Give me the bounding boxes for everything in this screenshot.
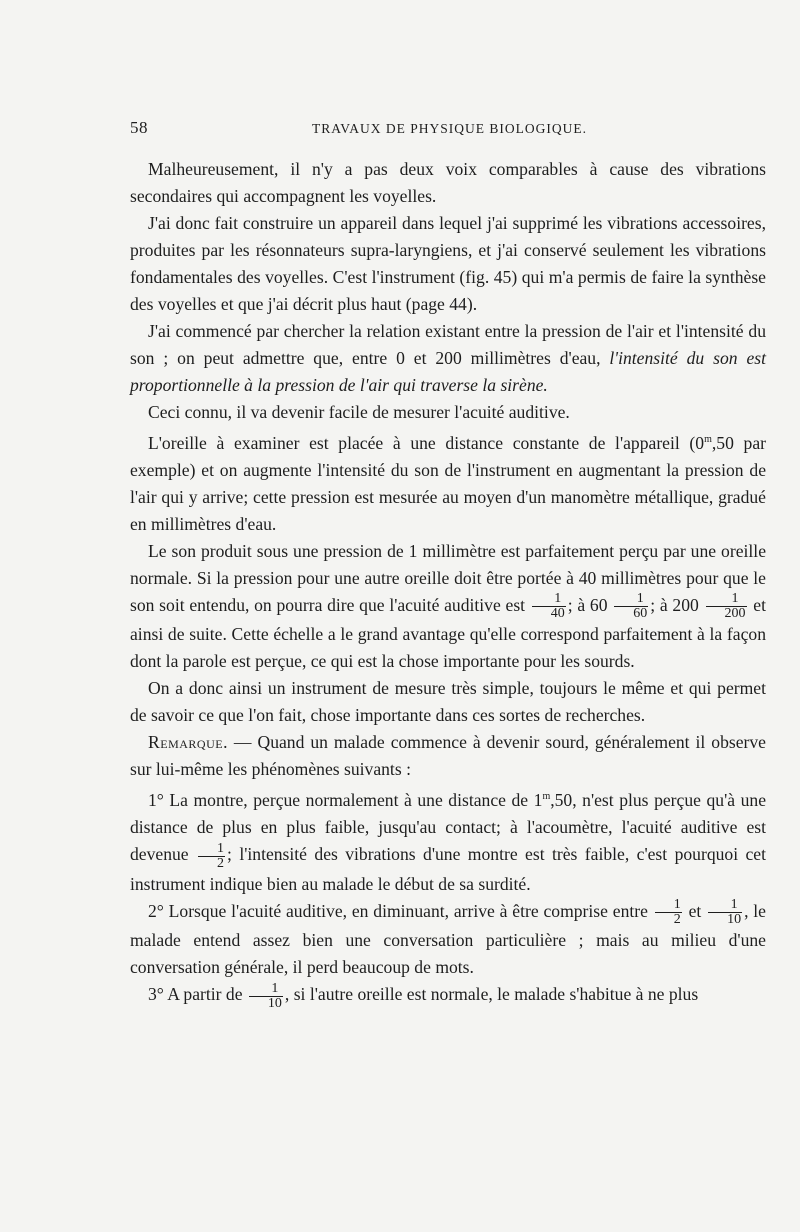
fraction-1-2 [198, 842, 225, 871]
fraction-denominator: 10 [727, 912, 742, 928]
paragraph-4: Ceci connu, il va devenir facile de mesurer l'acuité auditive. [148, 402, 570, 422]
fraction-numerator: 1 [614, 592, 648, 607]
paragraph-3-text: J'ai commencé par chercher la relation existant entre la pression de l'air et l'intensité du son ; on peut admettre que, entre 0 et 200 millimètres d'eau, [130, 321, 766, 368]
fraction-denominator: 10 [267, 995, 282, 1011]
body-text [130, 156, 766, 1011]
fraction-1-200 [706, 592, 747, 621]
paragraph-5 [130, 426, 766, 538]
fraction-1-40 [532, 592, 566, 621]
paragraph-10 [130, 898, 766, 981]
paragraph-5-text-b: ,50 par exemple) et on augmente l'intensité du son de l'instrument en augmentant la pression de l'air qui y arrive; cette pression est mesurée au moyen d'un manomètre métallique, gradué en millimètres d'eau. [130, 432, 766, 534]
fraction-denominator: 2 [673, 912, 681, 928]
paragraph-11 [130, 981, 766, 1010]
paragraph-9-text-b: ,50, n'est plus perçue qu'à une distance de plus en plus faible, jusqu'au contact; à l'acoumètre, l'acuité auditive est devenue [130, 790, 766, 865]
paragraph-5-text-a: L'oreille à examiner est placée à une distance constante de l'appareil (0 [148, 432, 705, 453]
fraction-1-2 [655, 898, 682, 927]
fraction-1-10 [708, 898, 742, 927]
fraction-1-60 [614, 592, 648, 621]
page-header [130, 118, 766, 138]
paragraph-2: J'ai donc fait construire un appareil dans lequel j'ai supprimé les vibrations accessoires, produites par les résonnateurs supra-laryngiens, et j'ai conservé seulement les vibrations fondamentales des voyelles. C'est l'instrument (fig. 45) qui m'a permis de faire la synthèse des voyelles et que j'ai décrit plus haut (page 44). [130, 213, 766, 314]
paragraph-6-text-d: et ainsi de suite. Cette échelle a le grand avantage qu'elle correspond parfaitement à la façon dont la parole est perçue, ce qui est la chose importante pour les sourds. [130, 594, 766, 672]
paragraph-9 [130, 783, 766, 897]
paragraph-11-text-b: , si l'autre oreille est normale, le malade s'habitue à ne plus [284, 984, 699, 1005]
paragraph-3-italic: l'intensité du son est proportionnelle à la pression de l'air qui traverse la sirène. [130, 348, 766, 395]
paragraph-6-text-a: Le son produit sous une pression de 1 millimètre est parfaitement perçu par une oreille normale. Si la pression pour une autre oreille doit être portée à 40 millimètres pour que le son soit entendu, on pourra dire que l'acuité auditive est [130, 540, 766, 615]
fraction-numerator: 1 [655, 898, 682, 913]
paragraph-9-text-a: 1° La montre, perçue normalement à une distance de 1 [148, 790, 543, 811]
paragraph-8-text: — Quand un malade commence à devenir sourd, généralement il observe sur lui-même les phénomènes suivants : [130, 732, 766, 780]
paragraph-10-text-a: 2° Lorsque l'acuité auditive, en diminuant, arrive à être comprise entre [148, 900, 653, 921]
paragraph-10-text-b: et [683, 900, 707, 921]
running-head: TRAVAUX DE PHYSIQUE BIOLOGIQUE. [312, 121, 588, 136]
paragraph-1: Malheureusement, il n'y a pas deux voix comparables à cause des vibrations secondaires qui accompagnent les voyelles. [130, 159, 766, 206]
paragraph-8 [130, 729, 766, 783]
paragraph-5-sup: m [704, 434, 712, 445]
paragraph-6 [130, 538, 766, 675]
paragraph-10-text-c: , le malade entend assez bien une conversation particulière ; mais au milieu d'une conversation générale, il perd beaucoup de mots. [130, 900, 766, 978]
fraction-numerator: 1 [708, 898, 742, 913]
paragraph-6-text-c: ; à 200 [650, 594, 704, 615]
paragraph-3 [130, 318, 766, 399]
paragraph-9-text-c: ; l'intensité des vibrations d'une montre est très faible, c'est pourquoi cet instrument indique bien au malade le début de sa surdité. [130, 844, 767, 894]
fraction-1-10 [249, 982, 283, 1011]
fraction-numerator: 1 [198, 842, 225, 857]
fraction-denominator: 40 [550, 606, 565, 622]
fraction-numerator: 1 [249, 982, 283, 997]
remark-label: Remarque. [148, 732, 228, 753]
paragraph-6-text-b: ; à 60 [567, 594, 613, 615]
paragraph-7: On a donc ainsi un instrument de mesure très simple, toujours le même et qui permet de savoir ce que l'on fait, chose importante dans ces sortes de recherches. [130, 678, 766, 726]
fraction-numerator: 1 [706, 592, 747, 607]
fraction-denominator: 2 [217, 855, 225, 871]
fraction-denominator: 60 [633, 606, 648, 622]
paragraph-11-text-a: 3° A partir de [148, 984, 247, 1005]
page-number: 58 [130, 118, 148, 137]
fraction-numerator: 1 [532, 592, 566, 607]
fraction-denominator: 200 [724, 606, 746, 622]
paragraph-9-sup: m [542, 791, 551, 803]
